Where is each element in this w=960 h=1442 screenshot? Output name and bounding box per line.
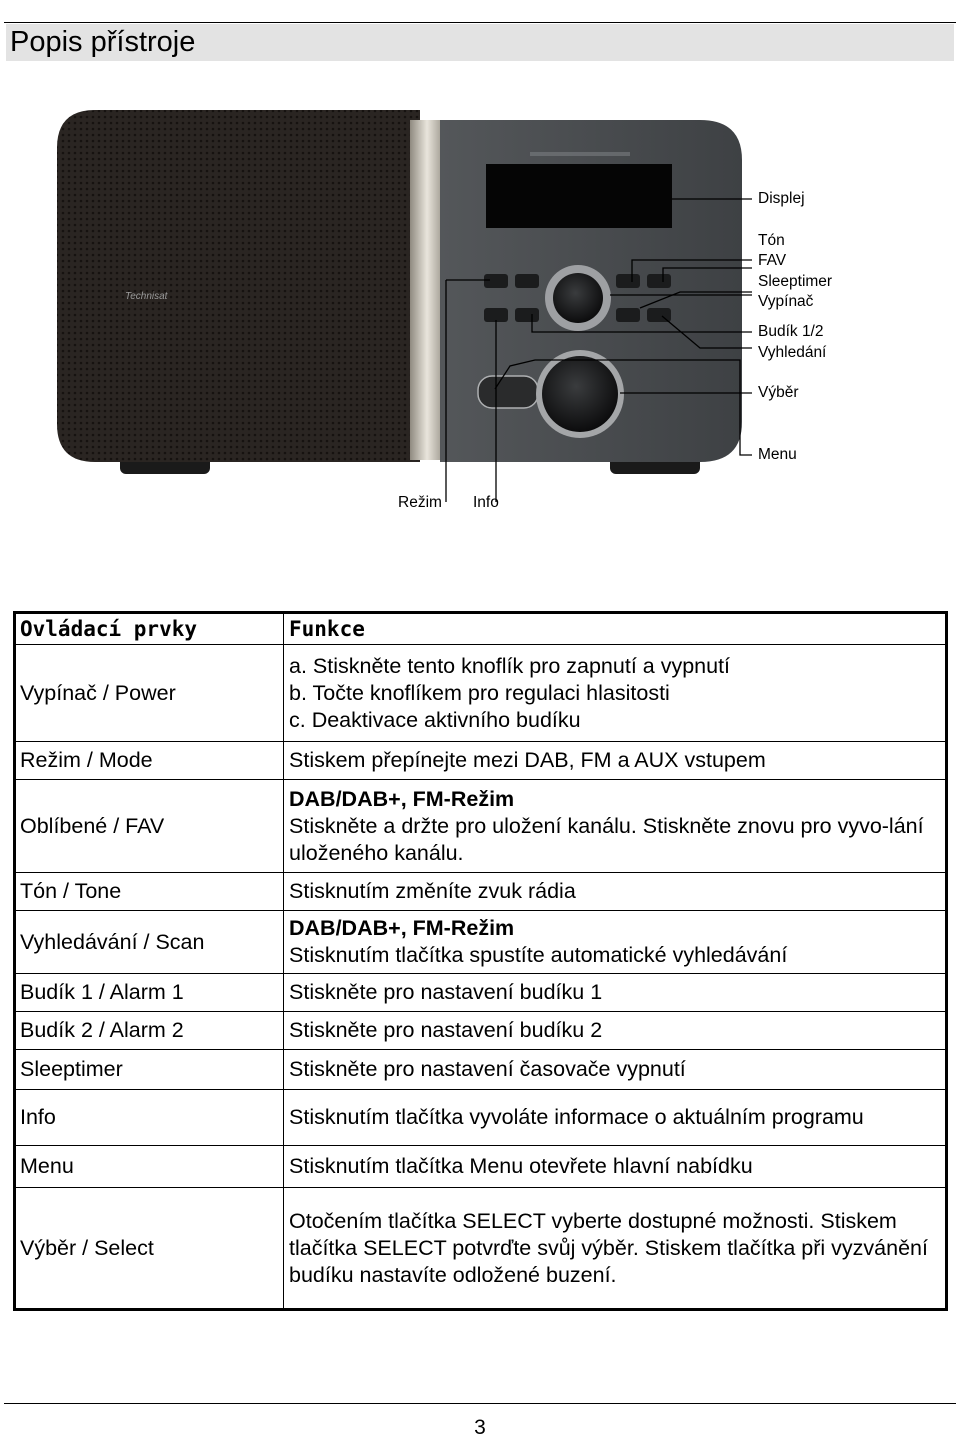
callout-displej: Displej bbox=[758, 190, 805, 207]
function-text: Stiskněte pro nastavení časovače vypnutí bbox=[284, 1050, 947, 1090]
function-text bbox=[284, 911, 947, 974]
display-screen bbox=[486, 164, 672, 228]
function-heading: DAB/DAB+, FM-Režim bbox=[289, 786, 515, 811]
table-row bbox=[15, 742, 947, 780]
callout-budik: Budík 1/2 bbox=[758, 323, 824, 340]
header-function: Funkce bbox=[284, 613, 947, 645]
function-body: Stisknutím tlačítka spustíte automatické vyhledávání bbox=[289, 943, 788, 967]
table-row bbox=[15, 1012, 947, 1050]
callout-ton: Tón bbox=[758, 232, 785, 249]
table-row bbox=[15, 974, 947, 1012]
header-controls: Ovládací prvky bbox=[15, 613, 284, 645]
control-name: Tón / Tone bbox=[15, 873, 284, 911]
table-row bbox=[15, 911, 947, 974]
control-name: Výběr / Select bbox=[15, 1188, 284, 1310]
callout-vyber: Výběr bbox=[758, 384, 799, 401]
title-bar bbox=[6, 24, 954, 61]
function-heading: DAB/DAB+, FM-Režim bbox=[289, 916, 515, 940]
function-text: Stiskněte pro nastavení budíku 1 bbox=[284, 974, 947, 1012]
function-text bbox=[284, 645, 947, 742]
function-line: b. Točte knoflíkem pro regulaci hlasitosti bbox=[289, 680, 670, 705]
function-text: Stiskem přepínejte mezi DAB, FM a AUX vstupem bbox=[284, 742, 947, 780]
table-row bbox=[15, 873, 947, 911]
table-row bbox=[15, 780, 947, 873]
radio-figure bbox=[0, 90, 960, 530]
callout-menu: Menu bbox=[758, 446, 797, 463]
table-header-row bbox=[15, 613, 947, 645]
function-text: Stisknutím změníte zvuk rádia bbox=[284, 873, 947, 911]
table-row bbox=[15, 1050, 947, 1090]
radio-illustration bbox=[0, 90, 960, 530]
control-name: Režim / Mode bbox=[15, 742, 284, 780]
page-number: 3 bbox=[474, 1416, 486, 1439]
table-row bbox=[15, 645, 947, 742]
control-name: Vyhledávání / Scan bbox=[15, 911, 284, 974]
table-row bbox=[15, 1090, 947, 1146]
table-row bbox=[15, 1146, 947, 1188]
callout-fav: FAV bbox=[758, 252, 787, 269]
function-text: Stiskněte pro nastavení budíku 2 bbox=[284, 1012, 947, 1050]
function-text bbox=[284, 780, 947, 873]
top-rule bbox=[4, 22, 956, 23]
function-body: Stiskněte a držte pro uložení kanálu. Stiskněte znovu pro vyvo-lání uloženého kanálu. bbox=[289, 813, 924, 865]
callout-vypinac: Vypínač bbox=[758, 293, 814, 310]
function-text: Stisknutím tlačítka vyvoláte informace o aktuálním programu bbox=[284, 1090, 947, 1146]
silver-strip bbox=[410, 120, 444, 460]
control-name: Budík 2 / Alarm 2 bbox=[15, 1012, 284, 1050]
control-name: Oblíbené / FAV bbox=[15, 780, 284, 873]
speaker-grille bbox=[57, 110, 420, 462]
callout-rezim: Režim bbox=[398, 494, 442, 511]
brand-logo: Technisat bbox=[125, 291, 168, 302]
control-name: Sleeptimer bbox=[15, 1050, 284, 1090]
callout-info: Info bbox=[473, 494, 499, 511]
bottom-rule bbox=[4, 1403, 956, 1404]
control-name: Menu bbox=[15, 1146, 284, 1188]
callout-vyhledani: Vyhledání bbox=[758, 344, 827, 361]
controls-table bbox=[13, 611, 948, 1311]
function-text: Otočením tlačítka SELECT vyberte dostupné možnosti. Stiskem tlačítka SELECT potvrďte svůj výběr. Stiskem tlačítka při vyzvánění budíku nastavíte odložené buzení. bbox=[284, 1188, 947, 1310]
control-name: Info bbox=[15, 1090, 284, 1146]
page-title: Popis přístroje bbox=[10, 26, 196, 58]
control-name: Vypínač / Power bbox=[15, 645, 284, 742]
function-text: Stisknutím tlačítka Menu otevřete hlavní nabídku bbox=[284, 1146, 947, 1188]
function-line: a. Stiskněte tento knoflík pro zapnutí a vypnutí bbox=[289, 653, 731, 678]
table-row bbox=[15, 1188, 947, 1310]
callout-sleeptimer: Sleeptimer bbox=[758, 273, 833, 290]
function-line: c. Deaktivace aktivního budíku bbox=[289, 707, 581, 732]
control-name: Budík 1 / Alarm 1 bbox=[15, 974, 284, 1012]
